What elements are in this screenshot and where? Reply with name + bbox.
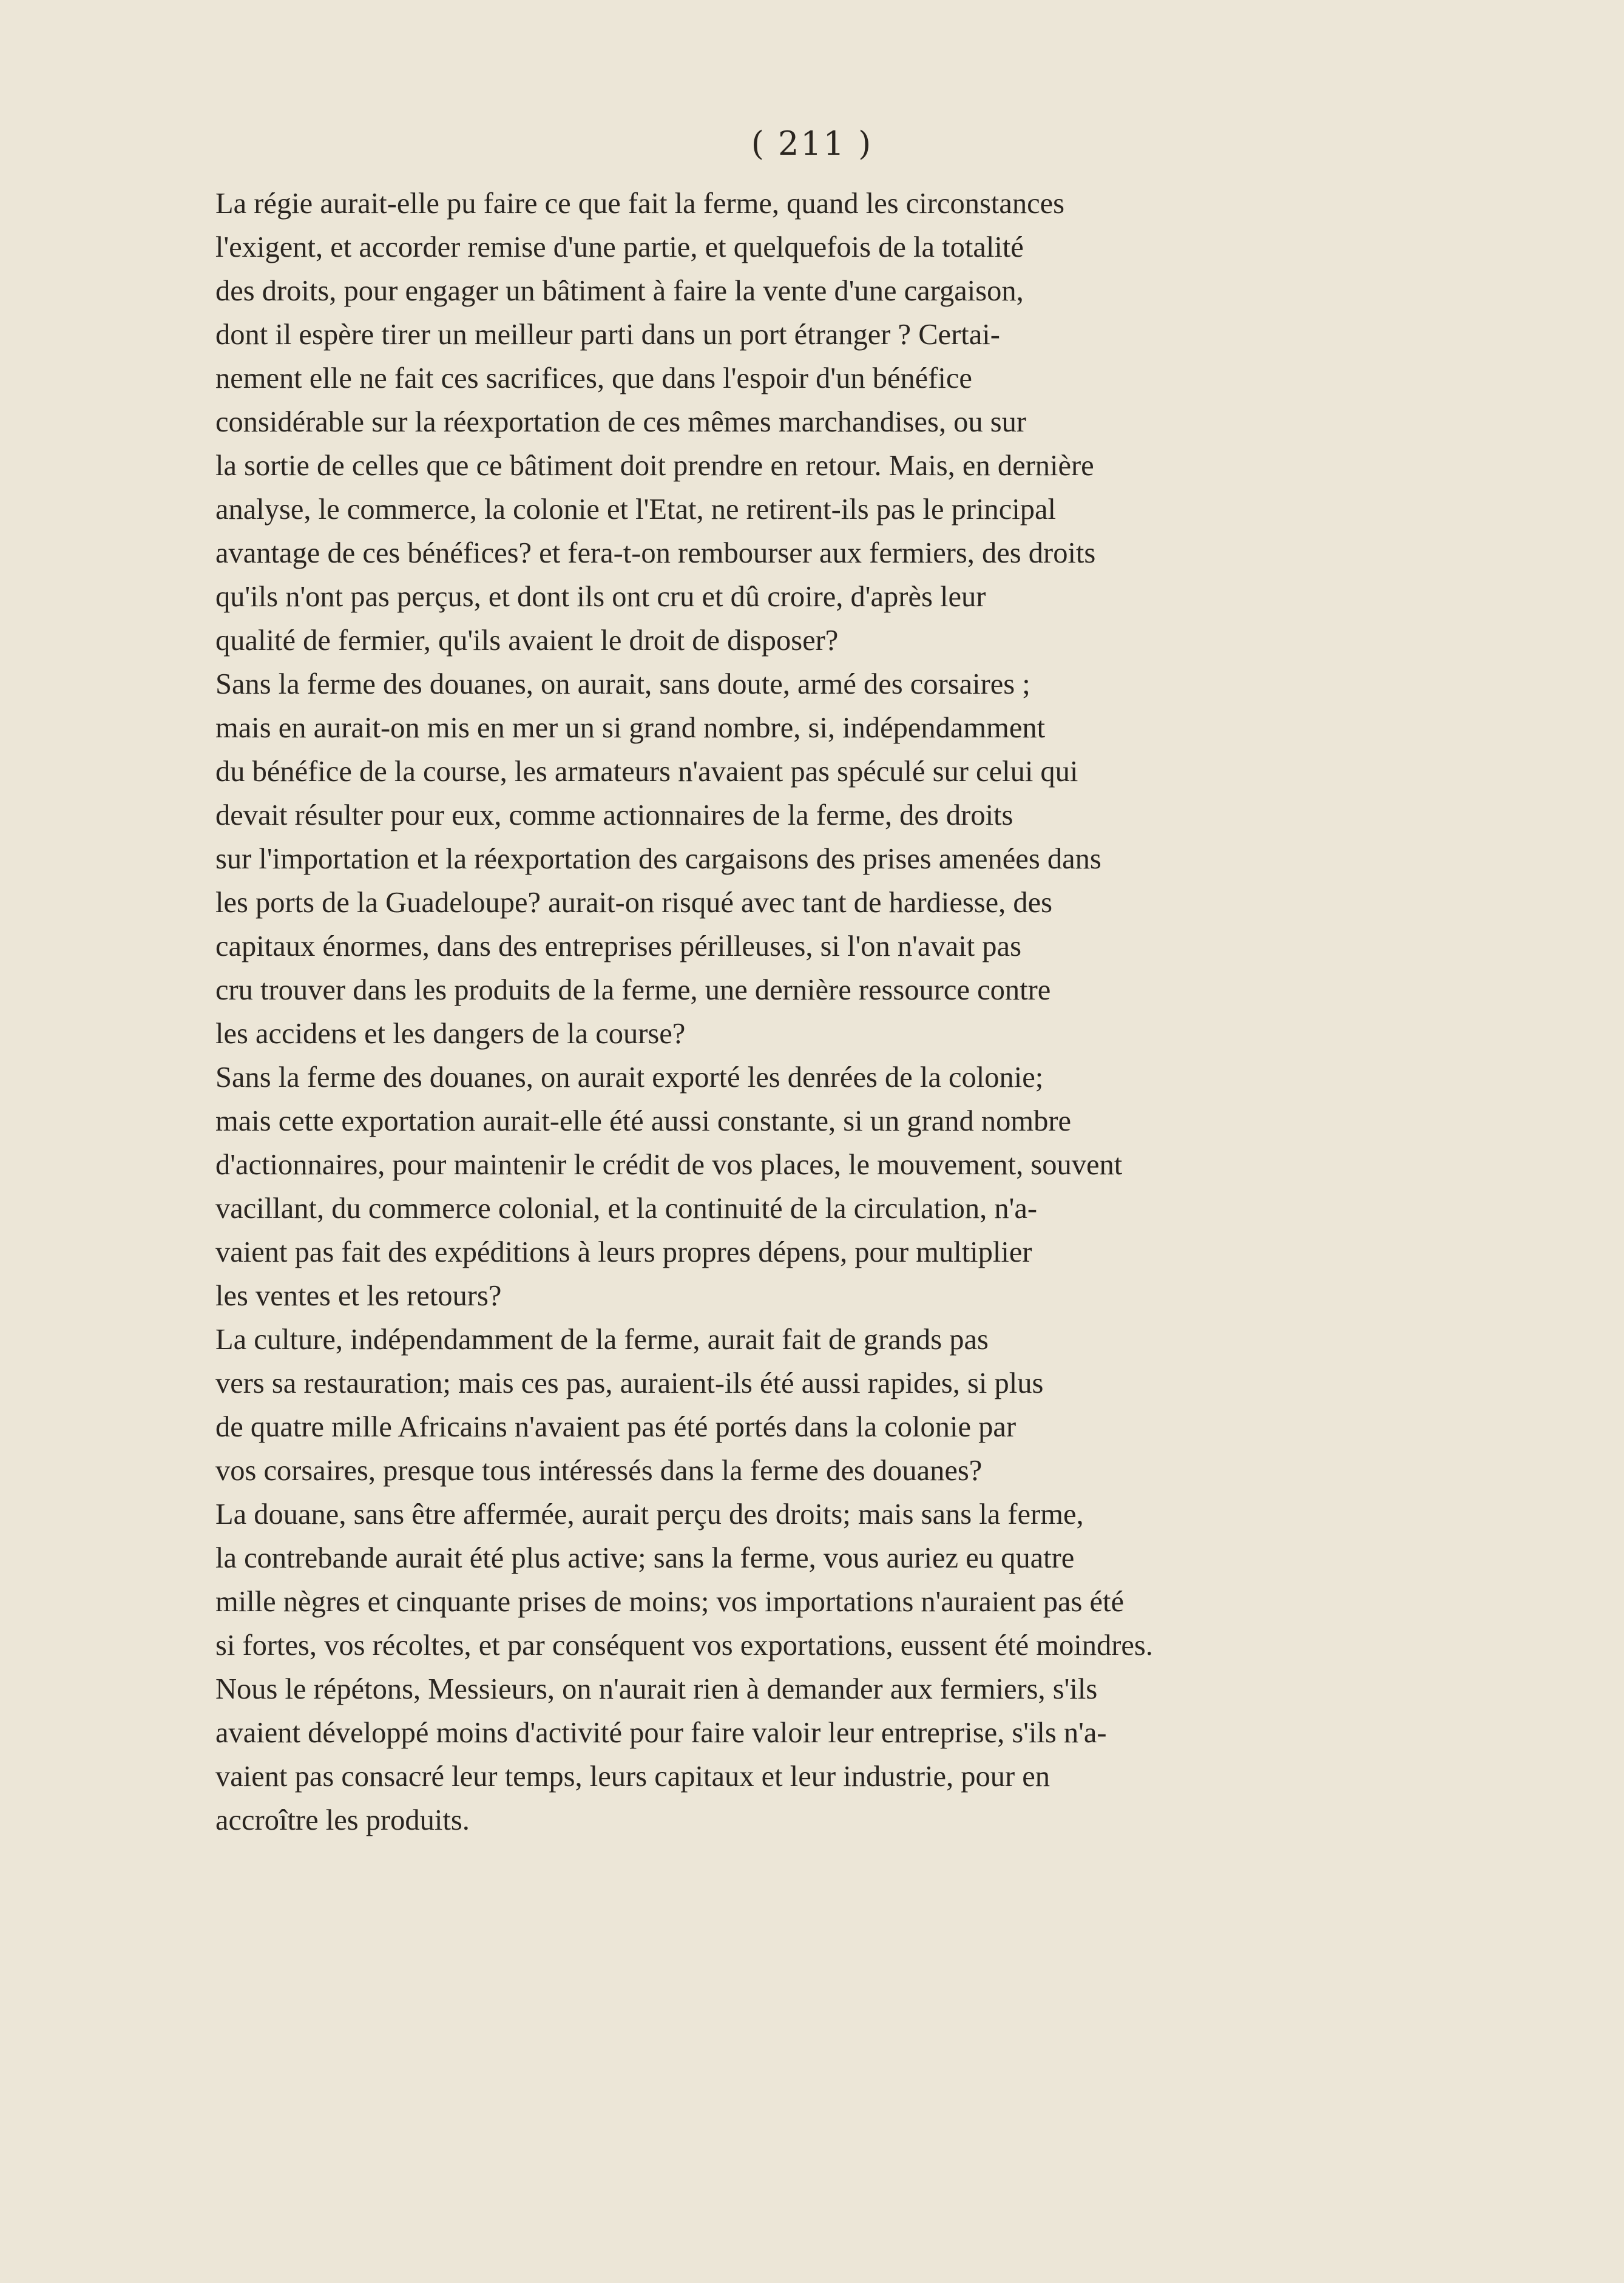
- text-line: mais cette exportation aurait-elle été aussi constante, si un grand nombre: [215, 1105, 1072, 1137]
- text-line: considérable sur la réexportation de ces mêmes marchandises, ou sur: [215, 406, 1026, 438]
- text-line: les ports de la Guadeloupe? aurait-on risqué avec tant de hardiesse, des: [215, 887, 1053, 919]
- text-line: vos corsaires, presque tous intéressés dans la ferme des douanes?: [215, 1455, 983, 1487]
- text-line: les accidens et les dangers de la course?: [215, 1018, 686, 1050]
- text-line: si fortes, vos récoltes, et par conséquent vos exportations, eussent été moindres.: [215, 1629, 1153, 1662]
- text-line: d'actionnaires, pour maintenir le crédit de vos places, le mouvement, souvent: [215, 1149, 1123, 1181]
- text-line: dont il espère tirer un meilleur parti dans un port étranger ? Certai-: [215, 319, 1000, 351]
- text-line: vaient pas consacré leur temps, leurs capitaux et leur industrie, pour en: [215, 1760, 1051, 1793]
- text-line: vacillant, du commerce colonial, et la continuité de la circulation, n'a-: [215, 1192, 1038, 1225]
- text-line: les ventes et les retours?: [215, 1280, 502, 1312]
- text-line: mais en aurait-on mis en mer un si grand nombre, si, indépendamment: [215, 712, 1046, 744]
- text-line: Sans la ferme des douanes, on aurait, sans doute, armé des corsaires ;: [215, 668, 1030, 700]
- paragraph: [185, 663, 1235, 1056]
- text-line: avantage de ces bénéfices? et fera-t-on rembourser aux fermiers, des droits: [215, 537, 1096, 569]
- text-line: vaient pas fait des expéditions à leurs propres dépens, pour multiplier: [215, 1236, 1032, 1268]
- paragraph: [185, 1318, 1235, 1493]
- page-number: ( 211 ): [751, 124, 873, 163]
- text-line: La douane, sans être affermée, aurait perçu des droits; mais sans la ferme,: [215, 1498, 1084, 1530]
- text-line: cru trouver dans les produits de la ferme, une dernière ressource contre: [215, 974, 1051, 1006]
- paragraph: [185, 1493, 1235, 1842]
- text-line: la sortie de celles que ce bâtiment doit prendre en retour. Mais, en dernière: [215, 450, 1094, 482]
- text-line: de quatre mille Africains n'avaient pas été portés dans la colonie par: [215, 1411, 1017, 1443]
- text-line: mille nègres et cinquante prises de moins; vos importations n'auraient pas été: [215, 1586, 1125, 1618]
- text-line: avaient développé moins d'activité pour faire valoir leur entreprise, s'ils n'a-: [215, 1717, 1107, 1749]
- text-line: sur l'importation et la réexportation des cargaisons des prises amenées dans: [215, 843, 1101, 875]
- text-line: analyse, le commerce, la colonie et l'Etat, ne retirent-ils pas le principal: [215, 493, 1057, 526]
- text-line: nement elle ne fait ces sacrifices, que dans l'espoir d'un bénéfice: [215, 362, 972, 394]
- text-line: vers sa restauration; mais ces pas, auraient-ils été aussi rapides, si plus: [215, 1367, 1044, 1399]
- text-line: devait résulter pour eux, comme actionnaires de la ferme, des droits: [215, 799, 1013, 831]
- text-line: la contrebande aurait été plus active; sans la ferme, vous auriez eu quatre: [215, 1542, 1075, 1574]
- text-line: Nous le répétons, Messieurs, on n'aurait rien à demander aux fermiers, s'ils: [215, 1673, 1098, 1705]
- text-line: qu'ils n'ont pas perçus, et dont ils ont cru et dû croire, d'après leur: [215, 581, 986, 613]
- text-line: La culture, indépendamment de la ferme, aurait fait de grands pas: [215, 1324, 989, 1356]
- text-line: des droits, pour engager un bâtiment à faire la vente d'une cargaison,: [215, 275, 1024, 307]
- text-line: accroître les produits.: [215, 1804, 470, 1836]
- text-line: capitaux énormes, dans des entreprises périlleuses, si l'on n'avait pas: [215, 930, 1021, 962]
- text-line: La régie aurait-elle pu faire ce que fait la ferme, quand les circonstances: [215, 188, 1065, 220]
- text-line: Sans la ferme des douanes, on aurait exporté les denrées de la colonie;: [215, 1061, 1044, 1094]
- body-text: [185, 182, 1235, 1842]
- paragraph: [185, 182, 1235, 663]
- text-line: du bénéfice de la course, les armateurs n'avaient pas spéculé sur celui qui: [215, 756, 1078, 788]
- paragraph: [185, 1056, 1235, 1318]
- text-line: l'exigent, et accorder remise d'une partie, et quelquefois de la totalité: [215, 231, 1024, 263]
- text-line: qualité de fermier, qu'ils avaient le droit de disposer?: [215, 624, 839, 657]
